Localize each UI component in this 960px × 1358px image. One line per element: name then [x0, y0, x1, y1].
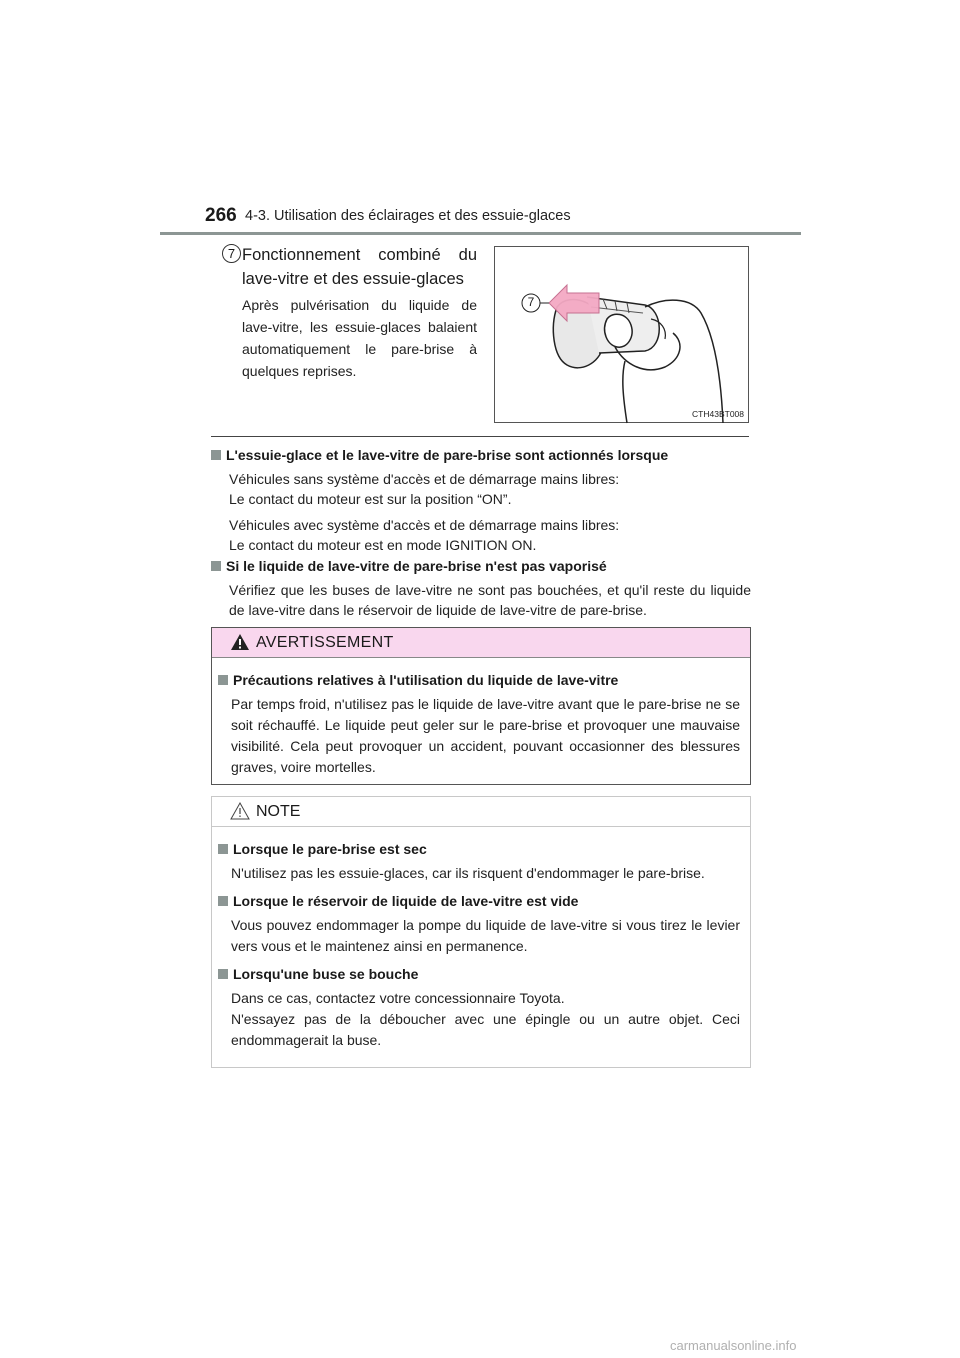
warning-item-text: Par temps froid, n'utilisez pas le liquide de lave-vitre avant que le pare-brise ne se soit réchauffé. Le liquide peut geler sur le pare-brise et provoquer une mauvaise visibilité. Cela peut provoquer un accident, pouvant occasionner des blessures graves, voire mortelles. — [231, 696, 740, 775]
figure-code: CTH43BT008 — [692, 409, 744, 419]
bullet-square-icon — [211, 450, 221, 460]
note-body — [212, 827, 750, 1051]
hand-on-lever-drawing — [495, 247, 750, 424]
step-number-badge — [222, 244, 241, 263]
figure-callout: 7 — [527, 295, 535, 309]
step-number: 7 — [222, 244, 241, 263]
warning-box — [211, 627, 751, 785]
info-paragraph: Véhicules avec système d'accès et de démarrage mains libres: Le contact du moteur est en mode IGNITION ON. — [229, 517, 620, 553]
step-title: Fonctionnement combiné du lave-vitre et des essuie-glaces — [242, 246, 477, 288]
watermark: carmanualsonline.info — [670, 1338, 797, 1353]
note-header — [212, 797, 750, 827]
warning-header — [212, 628, 750, 658]
info-title: Si le liquide de lave-vitre de pare-brise n'est pas vaporisé — [211, 556, 751, 576]
section-divider — [211, 436, 749, 437]
bullet-square-icon — [218, 969, 228, 979]
note-item-text: Vous pouvez endommager la pompe du liquide de lave-vitre si vous tirez le levier vers vous et le maintenez ainsi en permanence. — [231, 917, 740, 954]
warning-item-title: Précautions relatives à l'utilisation du liquide de lave-vitre — [218, 670, 740, 690]
info-block — [211, 445, 751, 555]
note-item-text: N'utilisez pas les essuie-glaces, car ils risquent d'endommager le pare-brise. — [231, 865, 705, 881]
lever-illustration — [494, 246, 749, 423]
section-title: 4-3. Utilisation des éclairages et des essuie-glaces — [245, 208, 571, 224]
warning-triangle-icon — [230, 633, 250, 651]
step-description: Après pulvérisation du liquide de lave-vitre, les essuie-glaces balaient automatiquement le pare-brise à quelques reprises. — [242, 297, 477, 379]
bullet-square-icon — [218, 675, 228, 685]
warning-body — [212, 658, 750, 778]
info-paragraph: Véhicules sans système d'accès et de démarrage mains libres: Le contact du moteur est sur la position “ON”. — [229, 471, 620, 507]
bullet-square-icon — [218, 896, 228, 906]
note-label: NOTE — [256, 803, 301, 820]
warning-label: AVERTISSEMENT — [256, 634, 394, 651]
note-box — [211, 796, 751, 1068]
note-item-text: Dans ce cas, contactez votre concessionnaire Toyota. N'essayez pas de la déboucher avec une épingle ou un autre objet. Ceci endommagerait la buse. — [231, 990, 740, 1048]
caution-triangle-icon — [230, 802, 250, 820]
info-paragraph: Vérifiez que les buses de lave-vitre ne sont pas bouchées, et qu'il reste du liquide de lave-vitre dans le réservoir de liquide de lave-vitre de pare-brise. — [229, 582, 751, 618]
info-block — [211, 556, 751, 620]
note-item-title: Lorsqu'une buse se bouche — [218, 964, 740, 984]
page-number: 266 — [205, 205, 237, 226]
info-title: L'essuie-glace et le lave-vitre de pare-brise sont actionnés lorsque — [211, 445, 751, 465]
bullet-square-icon — [218, 844, 228, 854]
note-item-title: Lorsque le réservoir de liquide de lave-vitre est vide — [218, 891, 740, 911]
note-item-title: Lorsque le pare-brise est sec — [218, 839, 740, 859]
header-rule — [160, 232, 801, 235]
bullet-square-icon — [211, 561, 221, 571]
